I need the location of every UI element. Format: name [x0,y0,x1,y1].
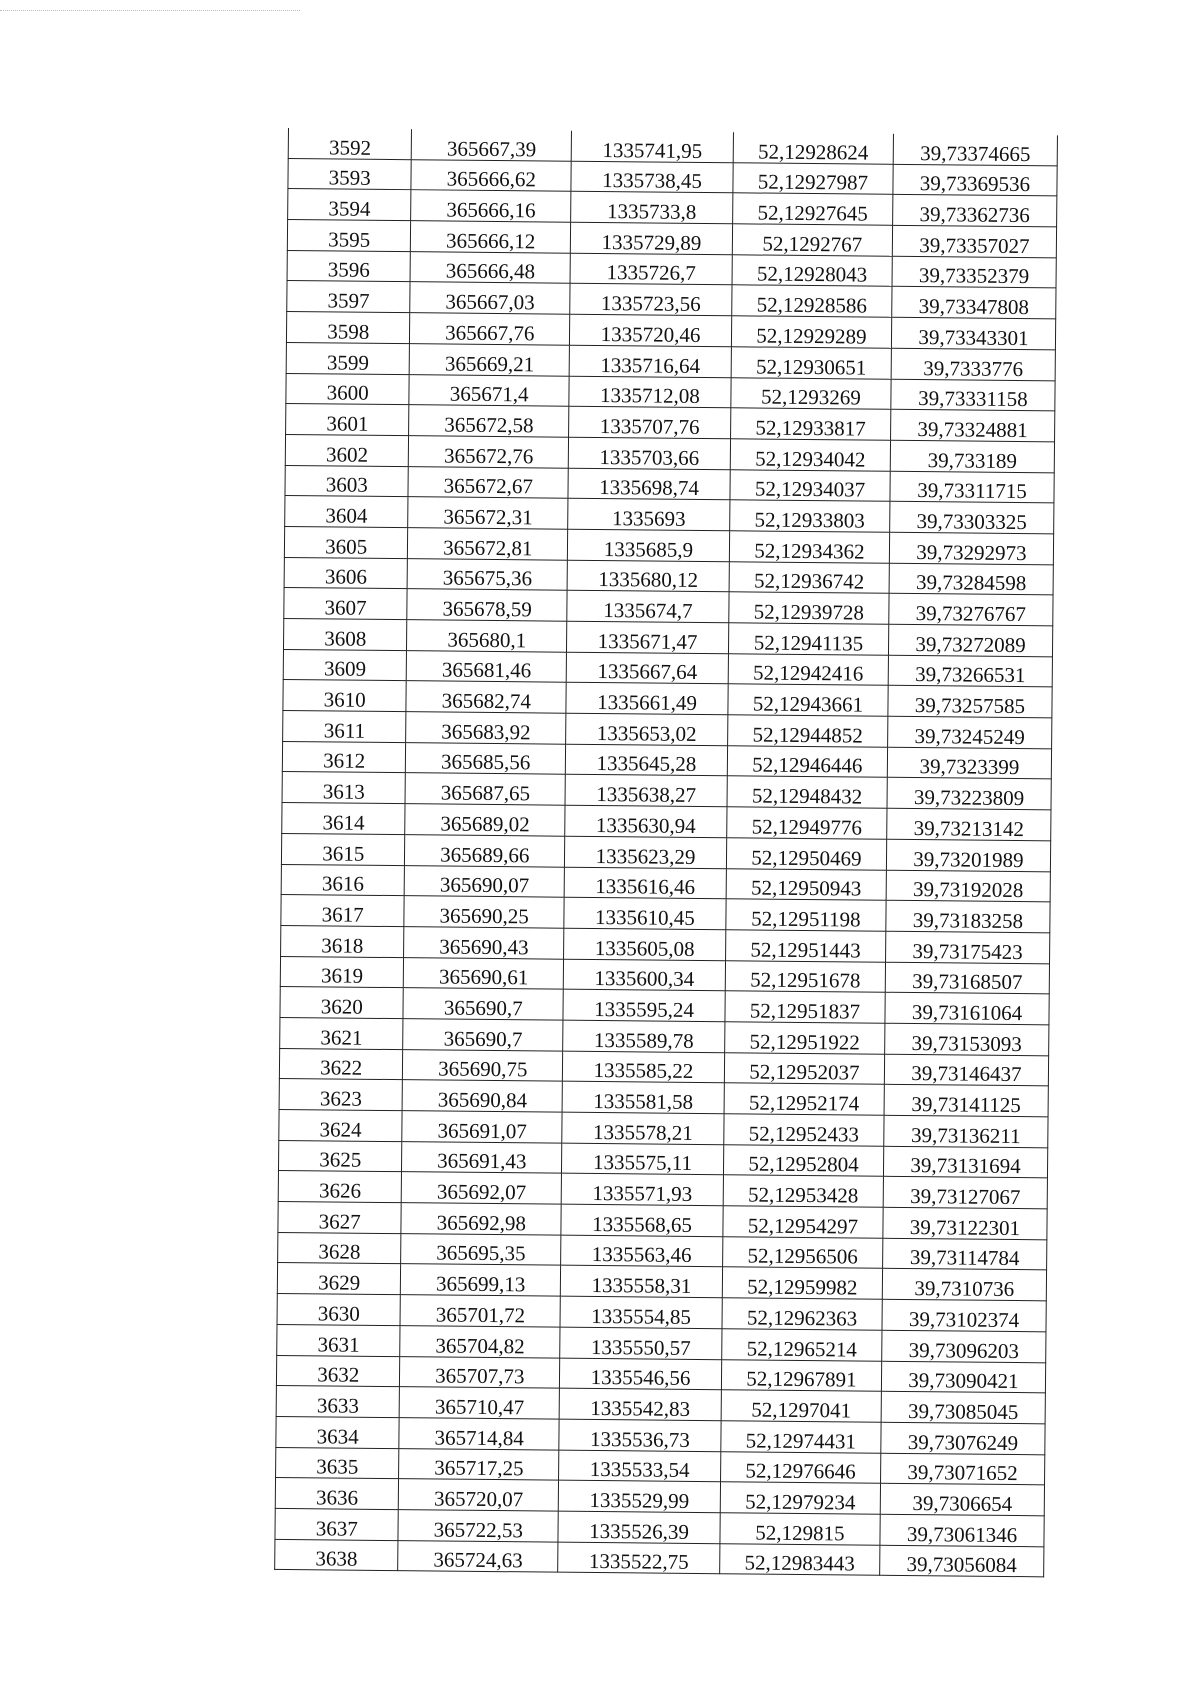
longitude-cell: 39,73071652 [881,1453,1045,1485]
y-coordinate-cell: 1335600,34 [563,959,725,991]
longitude-cell: 39,7306654 [880,1484,1044,1516]
y-coordinate-cell: 1335667,64 [566,652,728,684]
x-coordinate-cell: 365689,02 [405,804,565,836]
longitude-cell: 39,73357027 [892,225,1056,257]
latitude-cell: 52,12950469 [726,838,886,870]
point-number-cell: 3609 [283,649,407,681]
latitude-cell: 52,12927987 [733,162,893,194]
latitude-cell: 52,12952433 [724,1114,884,1146]
x-coordinate-cell: 365667,03 [410,282,570,314]
point-number-cell: 3636 [275,1478,399,1510]
y-coordinate-cell: 1335671,47 [567,621,729,653]
y-coordinate-cell: 1335653,02 [566,713,728,745]
longitude-cell: 39,73183258 [886,900,1050,932]
y-coordinate-cell: 1335550,57 [560,1327,722,1359]
longitude-cell: 39,73352379 [892,256,1056,288]
y-coordinate-cell: 1335529,99 [558,1480,720,1512]
longitude-cell: 39,73331158 [891,379,1055,411]
coordinates-table [274,128,1058,1578]
point-number-cell: 3632 [276,1355,400,1387]
longitude-cell: 39,7310736 [882,1269,1046,1301]
point-number-cell: 3617 [281,895,405,927]
x-coordinate-cell: 365691,07 [402,1111,562,1143]
y-coordinate-cell: 1335712,08 [569,376,731,408]
point-number-cell: 3613 [282,772,406,804]
y-coordinate-cell: 1335533,54 [559,1450,721,1482]
x-coordinate-cell: 365690,7 [403,988,563,1020]
point-number-cell: 3594 [288,189,412,221]
point-number-cell: 3628 [278,1232,402,1264]
latitude-cell: 52,129815 [720,1513,880,1545]
x-coordinate-cell: 365704,82 [400,1325,560,1357]
latitude-cell: 52,12952804 [723,1144,883,1176]
x-coordinate-cell: 365724,63 [398,1540,558,1572]
latitude-cell: 52,12928624 [733,132,893,164]
x-coordinate-cell: 365672,67 [408,466,568,498]
longitude-cell: 39,73362736 [893,195,1057,227]
y-coordinate-cell: 1335536,73 [559,1419,721,1451]
longitude-cell: 39,73374665 [893,134,1057,166]
y-coordinate-cell: 1335585,22 [562,1051,724,1083]
latitude-cell: 52,12956506 [723,1236,883,1268]
longitude-cell: 39,73146437 [884,1054,1048,1086]
latitude-cell: 52,12954297 [723,1206,883,1238]
longitude-cell: 39,73131694 [883,1146,1047,1178]
y-coordinate-cell: 1335703,66 [568,437,730,469]
y-coordinate-cell: 1335563,46 [561,1235,723,1267]
latitude-cell: 52,12928043 [732,255,892,287]
latitude-cell: 52,12959982 [722,1267,882,1299]
longitude-cell: 39,73369536 [893,164,1057,196]
x-coordinate-cell: 365680,1 [407,620,567,652]
longitude-cell: 39,73141125 [884,1085,1048,1117]
x-coordinate-cell: 365689,66 [405,834,565,866]
point-number-cell: 3604 [285,496,409,528]
latitude-cell: 52,12934042 [730,439,890,471]
point-number-cell: 3593 [288,158,412,190]
x-coordinate-cell: 365687,65 [405,773,565,805]
point-number-cell: 3630 [277,1294,401,1326]
latitude-cell: 52,12951922 [725,1022,885,1054]
latitude-cell: 52,12927645 [733,193,893,225]
x-coordinate-cell: 365690,61 [404,957,564,989]
y-coordinate-cell: 1335558,31 [560,1266,722,1298]
longitude-cell: 39,73292973 [889,532,1053,564]
y-coordinate-cell: 1335685,9 [567,529,729,561]
x-coordinate-cell: 365714,84 [399,1418,559,1450]
latitude-cell: 52,1297041 [721,1390,881,1422]
latitude-cell: 52,12941135 [728,623,888,655]
latitude-cell: 52,12976646 [720,1451,880,1483]
longitude-cell: 39,73347808 [892,287,1056,319]
latitude-cell: 52,12942416 [728,653,888,685]
point-number-cell: 3608 [283,618,407,650]
x-coordinate-cell: 365683,92 [406,712,566,744]
point-number-cell: 3598 [286,312,410,344]
latitude-cell: 52,1293269 [731,377,891,409]
x-coordinate-cell: 365695,35 [401,1233,561,1265]
y-coordinate-cell: 1335568,65 [561,1204,723,1236]
point-number-cell: 3610 [283,680,407,712]
longitude-cell: 39,73245249 [888,716,1052,748]
point-number-cell: 3612 [282,741,406,773]
longitude-cell: 39,73168507 [885,962,1049,994]
point-number-cell: 3611 [283,711,407,743]
latitude-cell: 52,12948432 [727,776,887,808]
longitude-cell: 39,73175423 [886,931,1050,963]
longitude-cell: 39,73161064 [885,993,1049,1025]
longitude-cell: 39,73284598 [889,563,1053,595]
x-coordinate-cell: 365692,07 [402,1172,562,1204]
y-coordinate-cell: 1335595,24 [563,989,725,1021]
y-coordinate-cell: 1335720,46 [570,314,732,346]
point-number-cell: 3634 [276,1416,400,1448]
point-number-cell: 3601 [286,404,410,436]
longitude-cell: 39,73266531 [888,655,1052,687]
longitude-cell: 39,73201989 [886,839,1050,871]
latitude-cell: 52,12950943 [726,868,886,900]
scan-artifact [0,10,300,11]
latitude-cell: 52,12933817 [730,408,890,440]
y-coordinate-cell: 1335707,76 [569,406,731,438]
y-coordinate-cell: 1335623,29 [565,836,727,868]
y-coordinate-cell: 1335726,7 [570,253,732,285]
x-coordinate-cell: 365675,36 [408,558,568,590]
longitude-cell: 39,73276767 [889,594,1053,626]
x-coordinate-cell: 365710,47 [400,1387,560,1419]
latitude-cell: 52,12983443 [720,1543,880,1575]
y-coordinate-cell: 1335630,94 [565,805,727,837]
longitude-cell: 39,73127067 [883,1177,1047,1209]
latitude-cell: 52,12943661 [728,684,888,716]
point-number-cell: 3620 [280,987,404,1019]
point-number-cell: 3625 [278,1140,402,1172]
y-coordinate-cell: 1335610,45 [564,897,726,929]
point-number-cell: 3596 [287,250,411,282]
y-coordinate-cell: 1335729,89 [570,222,732,254]
point-number-cell: 3597 [287,281,411,313]
x-coordinate-cell: 365672,31 [408,497,568,529]
latitude-cell: 52,12936742 [729,561,889,593]
latitude-cell: 52,12951837 [725,991,885,1023]
point-number-cell: 3638 [275,1539,399,1571]
point-number-cell: 3602 [285,434,409,466]
longitude-cell: 39,73303325 [890,502,1054,534]
x-coordinate-cell: 365699,13 [401,1264,561,1296]
latitude-cell: 52,12953428 [723,1175,883,1207]
latitude-cell: 52,12949776 [727,807,887,839]
point-number-cell: 3616 [281,864,405,896]
latitude-cell: 52,12939728 [729,592,889,624]
longitude-cell: 39,73192028 [886,870,1050,902]
longitude-cell: 39,73090421 [881,1361,1045,1393]
x-coordinate-cell: 365666,12 [411,221,571,253]
y-coordinate-cell: 1335698,74 [568,468,730,500]
y-coordinate-cell: 1335522,75 [558,1542,720,1574]
latitude-cell: 52,12979234 [720,1482,880,1514]
x-coordinate-cell: 365678,59 [407,589,567,621]
x-coordinate-cell: 365682,74 [406,681,566,713]
x-coordinate-cell: 365691,43 [402,1141,562,1173]
latitude-cell: 52,12933803 [730,500,890,532]
longitude-cell: 39,73085045 [881,1391,1045,1423]
latitude-cell: 52,12928586 [732,285,892,317]
point-number-cell: 3607 [284,588,408,620]
longitude-cell: 39,73136211 [884,1115,1048,1147]
point-number-cell: 3627 [278,1202,402,1234]
longitude-cell: 39,73102374 [882,1299,1046,1331]
point-number-cell: 3635 [276,1447,400,1479]
x-coordinate-cell: 365692,98 [401,1203,561,1235]
longitude-cell: 39,73272089 [888,624,1052,656]
longitude-cell: 39,73114784 [883,1238,1047,1270]
point-number-cell: 3618 [281,925,405,957]
point-number-cell: 3619 [280,956,404,988]
point-number-cell: 3624 [279,1109,403,1141]
latitude-cell: 52,12974431 [721,1421,881,1453]
point-number-cell: 3631 [277,1324,401,1356]
point-number-cell: 3606 [284,557,408,589]
x-coordinate-cell: 365669,21 [410,343,570,375]
y-coordinate-cell: 1335693 [568,498,730,530]
y-coordinate-cell: 1335575,11 [562,1143,724,1175]
x-coordinate-cell: 365717,25 [399,1448,559,1480]
x-coordinate-cell: 365667,76 [410,313,570,345]
latitude-cell: 52,12934362 [729,531,889,563]
longitude-cell: 39,7333776 [891,348,1055,380]
y-coordinate-cell: 1335616,46 [564,867,726,899]
point-number-cell: 3637 [275,1508,399,1540]
longitude-cell: 39,73324881 [891,409,1055,441]
latitude-cell: 52,1292767 [732,224,892,256]
latitude-cell: 52,12952174 [724,1083,884,1115]
y-coordinate-cell: 1335554,85 [560,1296,722,1328]
x-coordinate-cell: 365722,53 [398,1510,558,1542]
latitude-cell: 52,12929289 [731,316,891,348]
y-coordinate-cell: 1335589,78 [563,1020,725,1052]
point-number-cell: 3633 [276,1386,400,1418]
y-coordinate-cell: 1335723,56 [570,284,732,316]
y-coordinate-cell: 1335571,93 [561,1174,723,1206]
point-number-cell: 3621 [280,1017,404,1049]
point-number-cell: 3626 [278,1171,402,1203]
point-number-cell: 3592 [288,128,412,159]
y-coordinate-cell: 1335605,08 [564,928,726,960]
longitude-cell: 39,73311715 [890,471,1054,503]
point-number-cell: 3614 [282,803,406,835]
coordinates-table-body [275,128,1058,1577]
latitude-cell: 52,12965214 [722,1329,882,1361]
point-number-cell: 3623 [279,1079,403,1111]
x-coordinate-cell: 365690,43 [404,927,564,959]
y-coordinate-cell: 1335645,28 [565,744,727,776]
x-coordinate-cell: 365671,4 [409,374,569,406]
y-coordinate-cell: 1335674,7 [567,591,729,623]
x-coordinate-cell: 365672,81 [408,528,568,560]
point-number-cell: 3605 [284,526,408,558]
latitude-cell: 52,12951198 [726,899,886,931]
longitude-cell: 39,733189 [890,440,1054,472]
y-coordinate-cell: 1335546,56 [560,1358,722,1390]
point-number-cell: 3603 [285,465,409,497]
x-coordinate-cell: 365681,46 [407,650,567,682]
x-coordinate-cell: 365690,84 [403,1080,563,1112]
y-coordinate-cell: 1335578,21 [562,1112,724,1144]
x-coordinate-cell: 365707,73 [400,1356,560,1388]
point-number-cell: 3629 [277,1263,401,1295]
latitude-cell: 52,12951678 [725,960,885,992]
latitude-cell: 52,12967891 [721,1359,881,1391]
point-number-cell: 3622 [279,1048,403,1080]
longitude-cell: 39,73153093 [885,1023,1049,1055]
x-coordinate-cell: 365690,25 [404,896,564,928]
longitude-cell: 39,73056084 [880,1545,1044,1577]
x-coordinate-cell: 365666,62 [411,159,571,191]
y-coordinate-cell: 1335716,64 [569,345,731,377]
y-coordinate-cell: 1335733,8 [571,192,733,224]
latitude-cell: 52,12934037 [730,469,890,501]
y-coordinate-cell: 1335526,39 [558,1511,720,1543]
latitude-cell: 52,12951443 [725,930,885,962]
point-number-cell: 3600 [286,373,410,405]
x-coordinate-cell: 365690,7 [403,1019,563,1051]
latitude-cell: 52,12930651 [731,347,891,379]
x-coordinate-cell: 365667,39 [412,129,572,161]
x-coordinate-cell: 365672,76 [409,436,569,468]
x-coordinate-cell: 365701,72 [400,1295,560,1327]
latitude-cell: 52,12944852 [728,715,888,747]
latitude-cell: 52,12962363 [722,1298,882,1330]
longitude-cell: 39,73122301 [883,1207,1047,1239]
x-coordinate-cell: 365672,58 [409,405,569,437]
longitude-cell: 39,73257585 [888,686,1052,718]
latitude-cell: 52,12946446 [727,745,887,777]
y-coordinate-cell: 1335661,49 [566,683,728,715]
y-coordinate-cell: 1335738,45 [571,161,733,193]
latitude-cell: 52,12952037 [724,1052,884,1084]
x-coordinate-cell: 365690,75 [403,1049,563,1081]
y-coordinate-cell: 1335680,12 [567,560,729,592]
x-coordinate-cell: 365666,16 [411,190,571,222]
point-number-cell: 3595 [287,220,411,252]
longitude-cell: 39,73096203 [882,1330,1046,1362]
longitude-cell: 39,73343301 [891,317,1055,349]
longitude-cell: 39,73061346 [880,1514,1044,1546]
x-coordinate-cell: 365720,07 [399,1479,559,1511]
x-coordinate-cell: 365690,07 [405,865,565,897]
point-number-cell: 3599 [286,342,410,374]
y-coordinate-cell: 1335581,58 [562,1081,724,1113]
y-coordinate-cell: 1335741,95 [571,131,733,163]
longitude-cell: 39,73213142 [887,808,1051,840]
x-coordinate-cell: 365666,48 [410,251,570,283]
x-coordinate-cell: 365685,56 [406,742,566,774]
y-coordinate-cell: 1335542,83 [559,1388,721,1420]
longitude-cell: 39,7323399 [887,747,1051,779]
longitude-cell: 39,73076249 [881,1422,1045,1454]
longitude-cell: 39,73223809 [887,778,1051,810]
point-number-cell: 3615 [281,833,405,865]
y-coordinate-cell: 1335638,27 [565,775,727,807]
